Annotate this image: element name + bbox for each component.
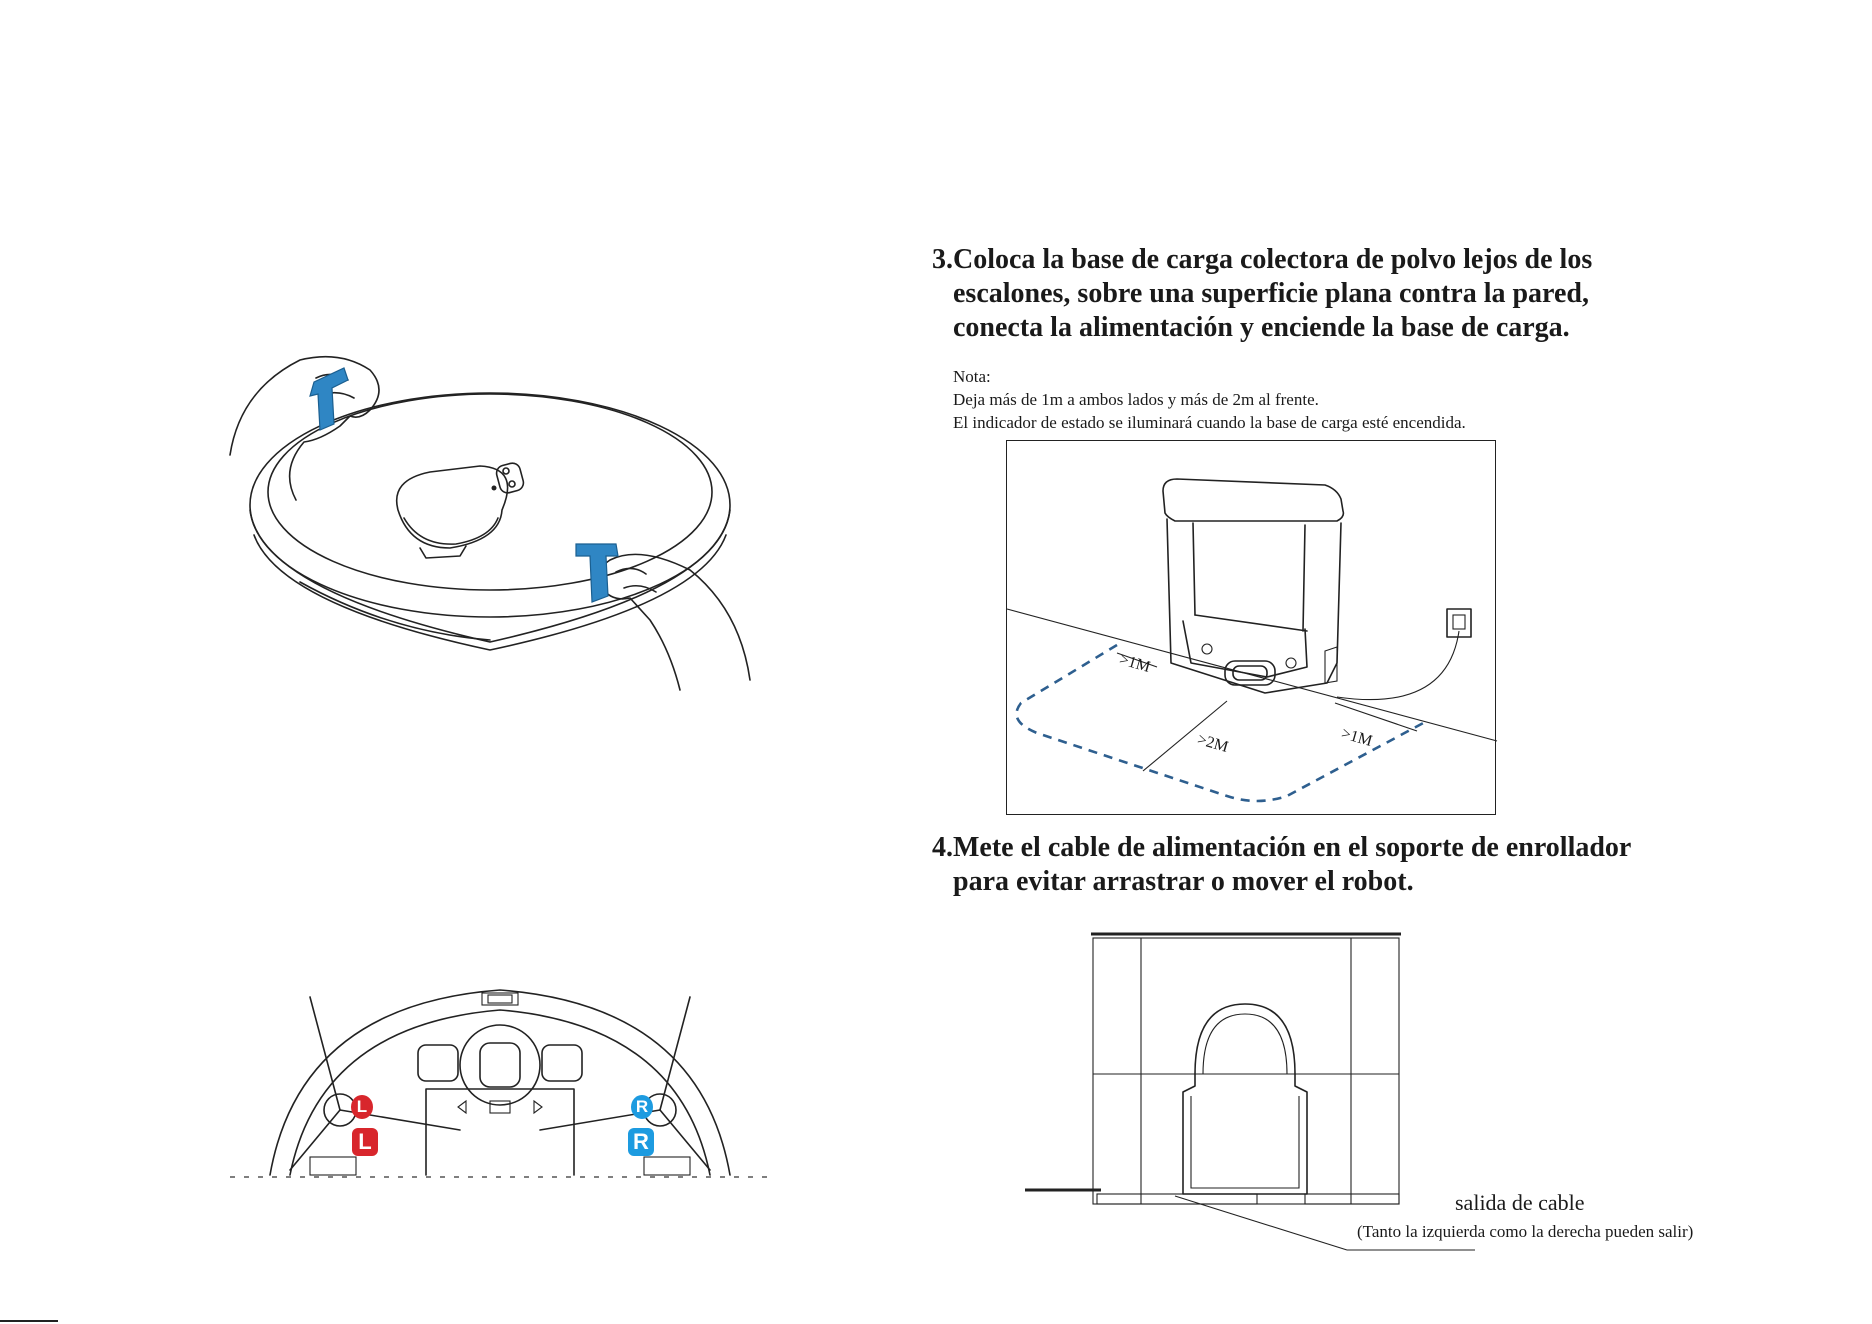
cable-exit-note: (Tanto la izquierda como la derecha pueden salir) — [1357, 1222, 1694, 1241]
front-distance-label: >2M — [1195, 731, 1231, 756]
cable-exit-label: salida de cable — [1455, 1190, 1585, 1215]
step3-title-line: 3.Coloca la base de carga colectora de polvo lejos de los — [932, 244, 1593, 275]
step4-title — [932, 831, 1631, 899]
step4-title-line: 4.Mete el cable de alimentación en el soporte de enrollador — [932, 832, 1632, 863]
tape-bottom-right — [576, 544, 618, 602]
step3-note — [953, 365, 1466, 434]
note-label: Nota: — [953, 367, 991, 386]
corner-mark — [0, 1320, 58, 1322]
base-placement-drawing — [1007, 441, 1497, 816]
note-line: El indicador de estado se iluminará cuando la base de carga esté encendida. — [953, 413, 1466, 432]
robot-underside-illustration — [230, 965, 790, 1185]
base-placement-diagram — [1006, 440, 1496, 815]
left-distance-label: >1M — [1117, 651, 1153, 676]
right-distance-label: >1M — [1339, 725, 1375, 750]
robot-tape-removal-illustration — [220, 350, 780, 690]
note-line: Deja más de 1m a ambos lados y más de 2m al frente. — [953, 390, 1319, 409]
left-brush-label-hub: L — [351, 1095, 373, 1119]
cable-winder-drawing — [1025, 932, 1405, 1232]
left-brush-label: L — [352, 1128, 378, 1156]
right-brush-label: R — [628, 1128, 654, 1156]
step3-title-line: conecta la alimentación y enciende la base de carga. — [953, 312, 1570, 343]
step3-title — [932, 243, 1592, 345]
step4-title-line: para evitar arrastrar o mover el robot. — [953, 866, 1414, 897]
step3-title-line: escalones, sobre una superficie plana contra la pared, — [953, 278, 1589, 309]
right-brush-label-hub: R — [631, 1095, 653, 1119]
